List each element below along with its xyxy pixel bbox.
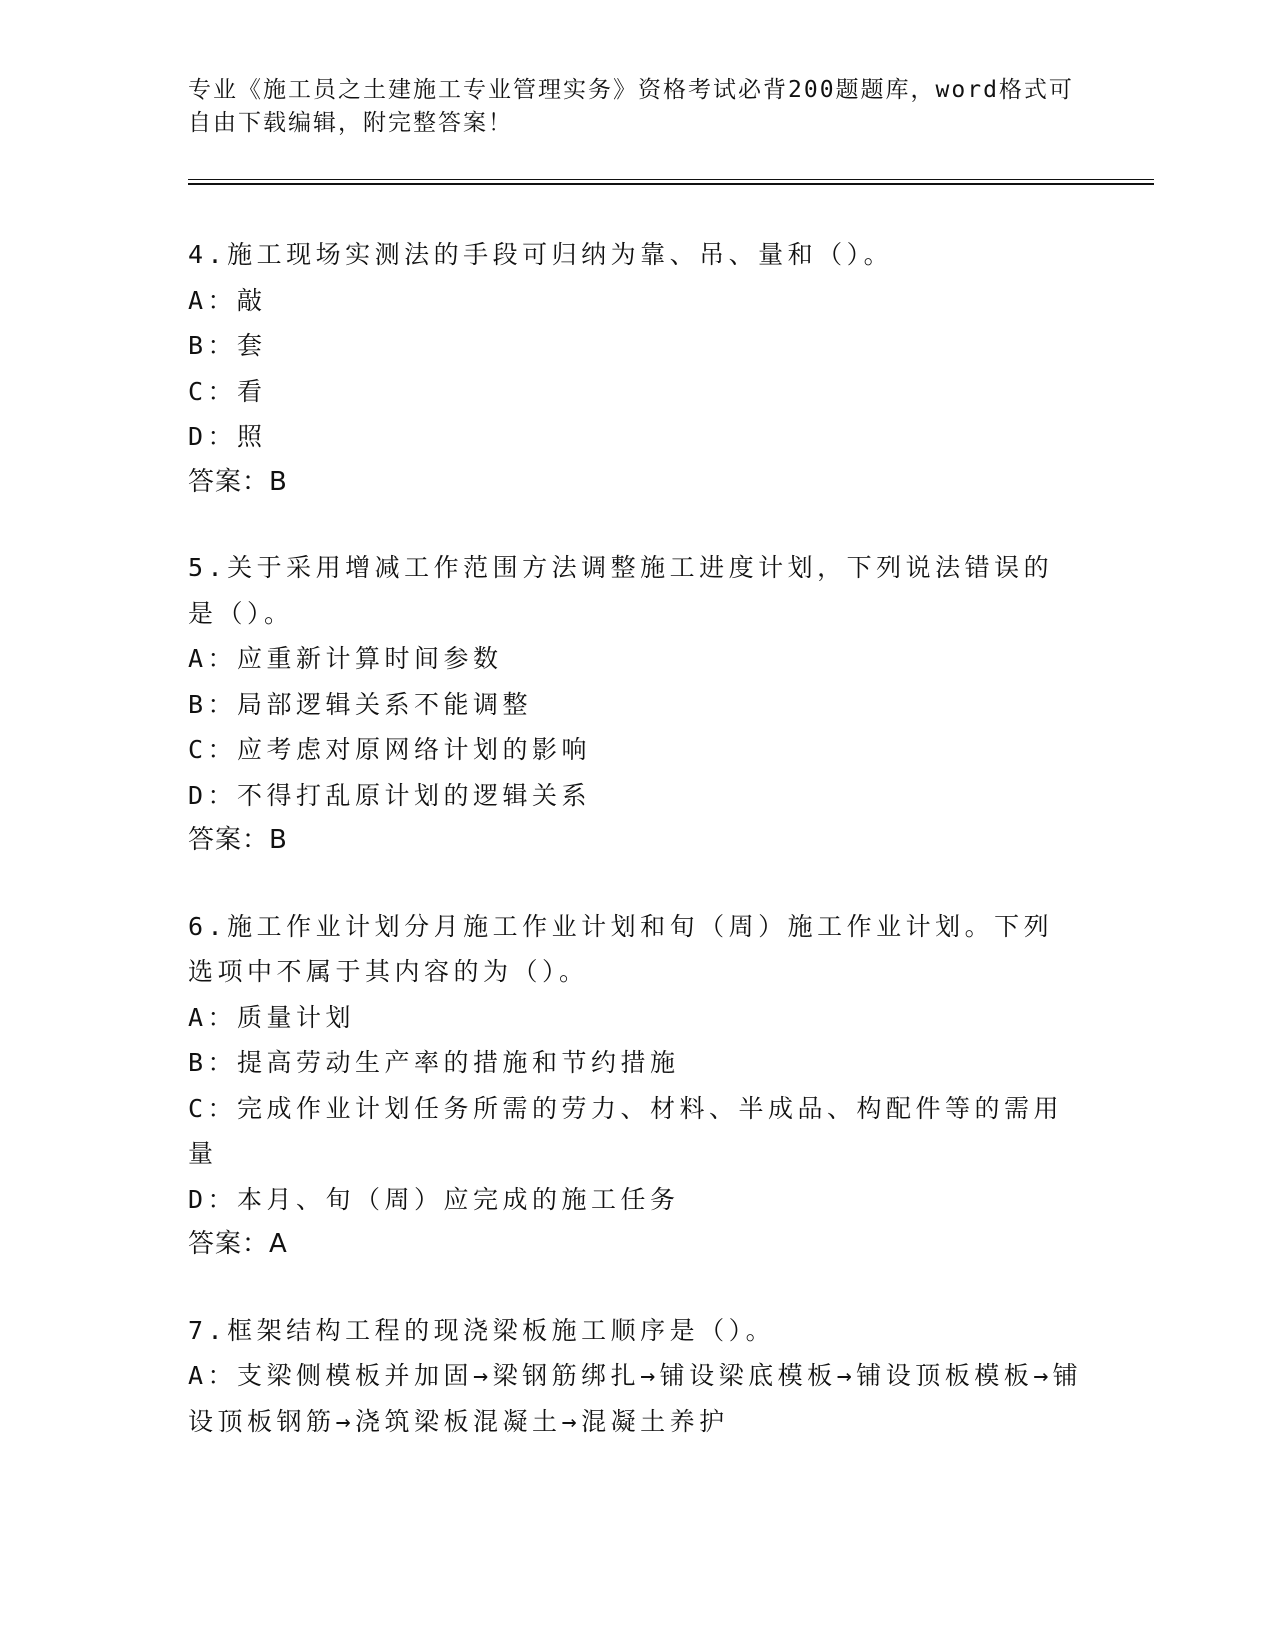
option-a: A：支梁侧模板并加固→梁钢筋绑扎→铺设梁底模板→铺设顶板模板→铺设顶板钢筋→浇筑梁板混凝土→混凝土养护 bbox=[188, 1361, 1083, 1436]
question-text: 4.施工现场实测法的手段可归纳为靠、吊、量和（）。 bbox=[188, 240, 894, 269]
option-b: B：提高劳动生产率的措施和节约措施 bbox=[188, 1048, 680, 1077]
question-item bbox=[188, 904, 1088, 1268]
option-c: C：应考虑对原网络计划的影响 bbox=[188, 735, 592, 764]
answer-text: 答案：B bbox=[188, 466, 288, 497]
header-divider-thin bbox=[188, 179, 1154, 180]
option-a: A：质量计划 bbox=[188, 1002, 356, 1032]
question-item bbox=[188, 232, 1088, 505]
question-text: 7.框架结构工程的现浇梁板施工顺序是（）。 bbox=[188, 1315, 776, 1345]
option-d: D：不得打乱原计划的逻辑关系 bbox=[188, 780, 592, 810]
document-header: 专业《施工员之土建施工专业管理实务》资格考试必背200题题库，word格式可自由下载编辑，附完整答案！ bbox=[188, 77, 1074, 136]
question-text: 6.施工作业计划分月施工作业计划和旬（周）施工作业计划。下列选项中不属于其内容的为（）。 bbox=[188, 911, 1054, 986]
question-item bbox=[188, 545, 1088, 864]
option-a: A：敲 bbox=[188, 285, 267, 315]
question-list bbox=[188, 232, 1088, 1484]
option-a: A：应重新计算时间参数 bbox=[188, 644, 503, 673]
header-divider-thick bbox=[188, 183, 1154, 185]
option-b: B：局部逻辑关系不能调整 bbox=[188, 689, 533, 719]
question-text: 5.关于采用增减工作范围方法调整施工进度计划，下列说法错误的是（）。 bbox=[188, 553, 1054, 628]
option-d: D：照 bbox=[188, 422, 267, 451]
option-c: C：看 bbox=[188, 376, 267, 406]
option-b: B：套 bbox=[188, 331, 267, 360]
answer-text: 答案：A bbox=[188, 1229, 288, 1259]
answer-text: 答案：B bbox=[188, 825, 288, 855]
question-item bbox=[188, 1308, 1088, 1445]
option-c: C：完成作业计划任务所需的劳力、材料、半成品、构配件等的需用量 bbox=[188, 1093, 1064, 1168]
option-d: D：本月、旬（周）应完成的施工任务 bbox=[188, 1184, 680, 1214]
